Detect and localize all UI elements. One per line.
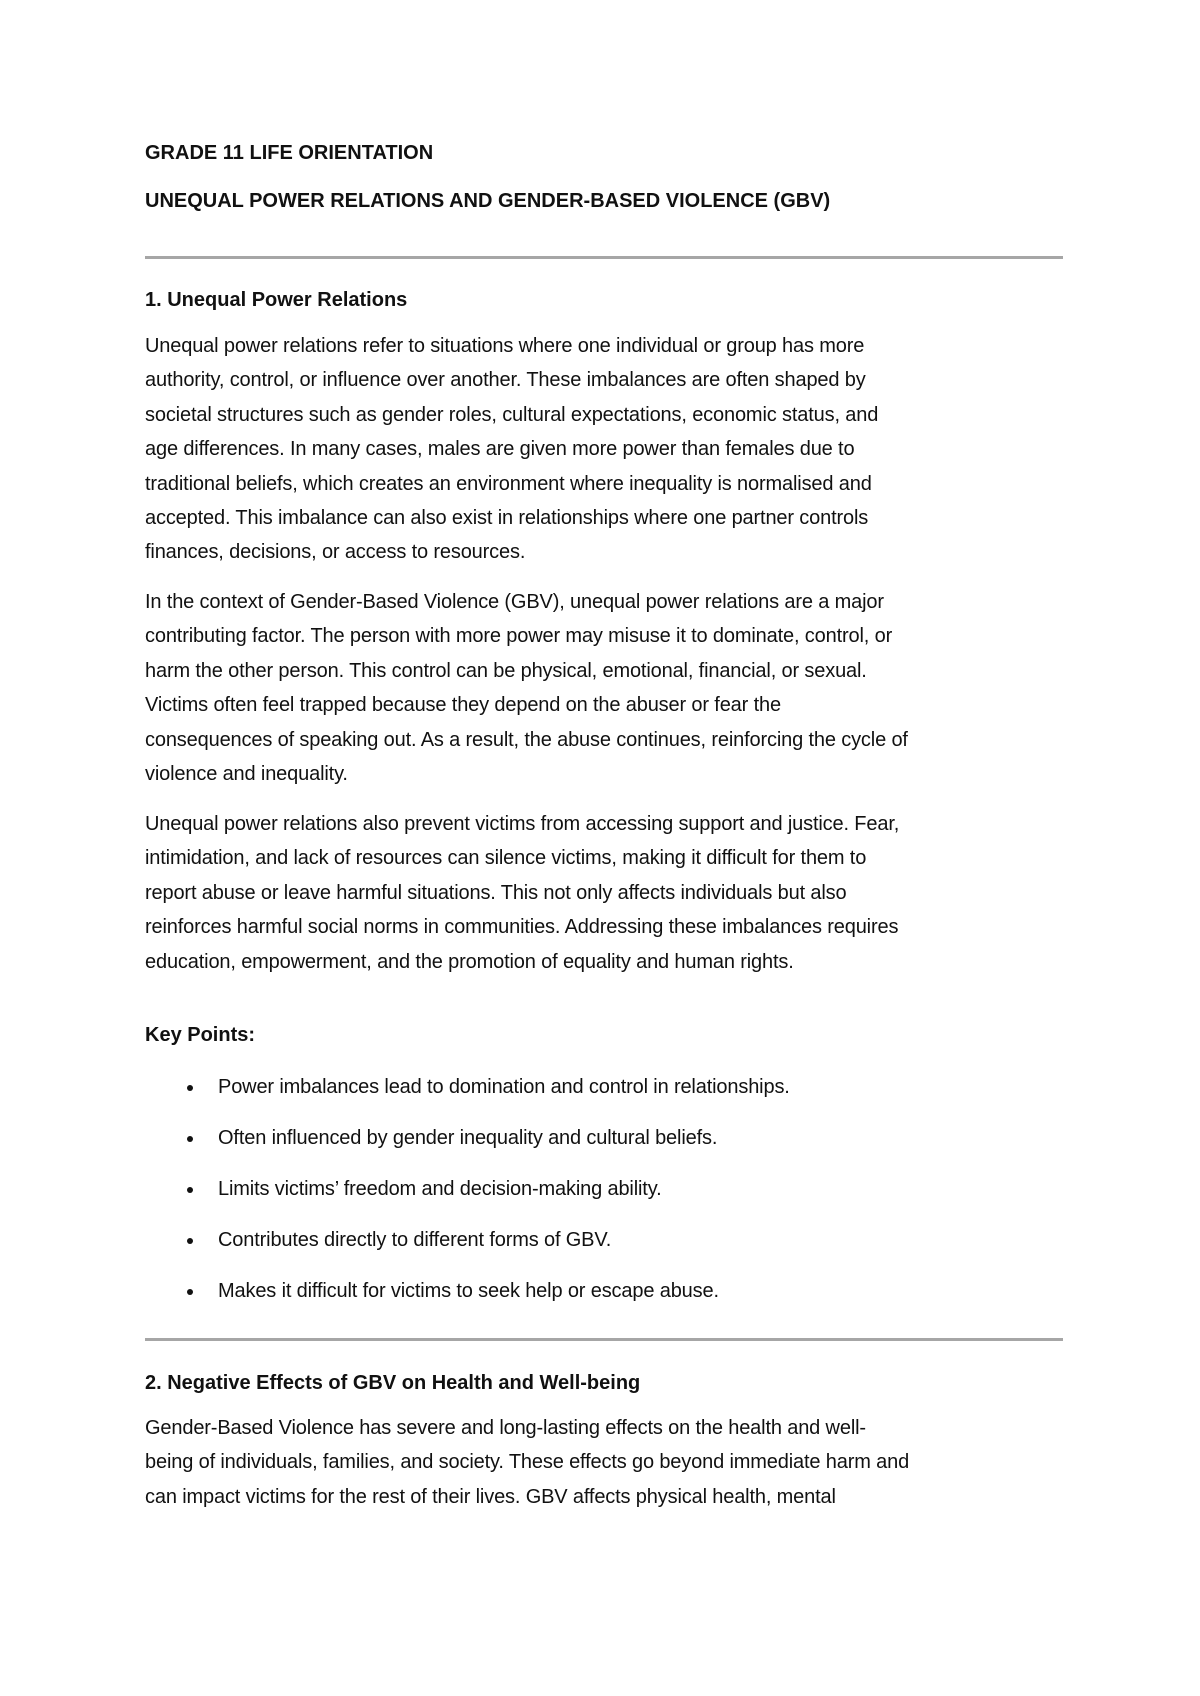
text-line: report abuse or leave harmful situations. This not only affects individuals but also: [145, 881, 847, 904]
paragraph-effects-intro: [145, 1411, 1063, 1514]
text-line: societal structures such as gender roles, cultural expectations, economic status, and: [145, 403, 879, 426]
text-line: Unequal power relations refer to situations where one individual or group has more: [145, 335, 865, 357]
bullet-icon: [187, 1085, 193, 1091]
key-points-list: [145, 1075, 1063, 1330]
text-line: can impact victims for the rest of their lives. GBV affects physical health, mental: [145, 1485, 836, 1508]
text-line: intimidation, and lack of resources can silence victims, making it difficult for them to: [145, 847, 867, 870]
section-heading-unequal-power: 1. Unequal Power Relations: [145, 289, 408, 311]
document-title-topic: UNEQUAL POWER RELATIONS AND GENDER-BASED VIOLENCE (GBV): [145, 190, 831, 212]
list-item: [145, 1228, 1063, 1279]
bullet-icon: [187, 1289, 193, 1295]
text-line: In the context of Gender-Based Violence (GBV), unequal power relations are a major: [145, 591, 884, 613]
text-line: accepted. This imbalance can also exist in relationships where one partner controls: [145, 506, 869, 529]
list-item-text: Power imbalances lead to domination and control in relationships.: [218, 1076, 790, 1098]
list-item: [145, 1279, 1063, 1330]
paragraph-gbv-context: [145, 585, 1063, 791]
text-line: finances, decisions, or access to resources.: [145, 541, 526, 564]
list-item-text: Often influenced by gender inequality and cultural beliefs.: [218, 1127, 718, 1149]
section-heading-negative-effects: 2. Negative Effects of GBV on Health and Well-being: [145, 1372, 641, 1394]
list-item: [145, 1177, 1063, 1228]
bullet-icon: [187, 1238, 193, 1244]
document-title-grade: GRADE 11 LIFE ORIENTATION: [145, 142, 434, 164]
text-line: age differences. In many cases, males are given more power than females due to: [145, 438, 855, 461]
bullet-icon: [187, 1136, 193, 1142]
paragraph-support-justice: [145, 807, 1063, 979]
paragraph-definition: [145, 329, 1063, 570]
key-points-label: Key Points:: [145, 1024, 256, 1046]
section-divider: [145, 1338, 1063, 1341]
text-line: Victims often feel trapped because they depend on the abuser or fear the: [145, 694, 781, 717]
list-item-text: Limits victims’ freedom and decision-making ability.: [218, 1178, 662, 1200]
text-line: reinforces harmful social norms in communities. Addressing these imbalances requires: [145, 916, 899, 939]
list-item: [145, 1126, 1063, 1177]
text-line: Unequal power relations also prevent victims from accessing support and justice. Fear,: [145, 813, 900, 835]
text-line: education, empowerment, and the promotion of equality and human rights.: [145, 950, 794, 973]
text-line: harm the other person. This control can be physical, emotional, financial, or sexual.: [145, 659, 867, 682]
section-divider: [145, 256, 1063, 259]
text-line: violence and inequality.: [145, 762, 348, 785]
list-item-text: Makes it difficult for victims to seek help or escape abuse.: [218, 1280, 719, 1302]
text-line: contributing factor. The person with more power may misuse it to dominate, control, or: [145, 625, 893, 648]
text-line: traditional beliefs, which creates an environment where inequality is normalised and: [145, 472, 872, 495]
text-line: Gender-Based Violence has severe and long-lasting effects on the health and well-: [145, 1417, 866, 1439]
list-item-text: Contributes directly to different forms of GBV.: [218, 1229, 612, 1251]
text-line: being of individuals, families, and society. These effects go beyond immediate harm and: [145, 1451, 910, 1474]
text-line: authority, control, or influence over another. These imbalances are often shaped by: [145, 369, 866, 392]
bullet-icon: [187, 1187, 193, 1193]
list-item: [145, 1075, 1063, 1126]
text-line: consequences of speaking out. As a result, the abuse continues, reinforcing the cycle of: [145, 728, 908, 751]
